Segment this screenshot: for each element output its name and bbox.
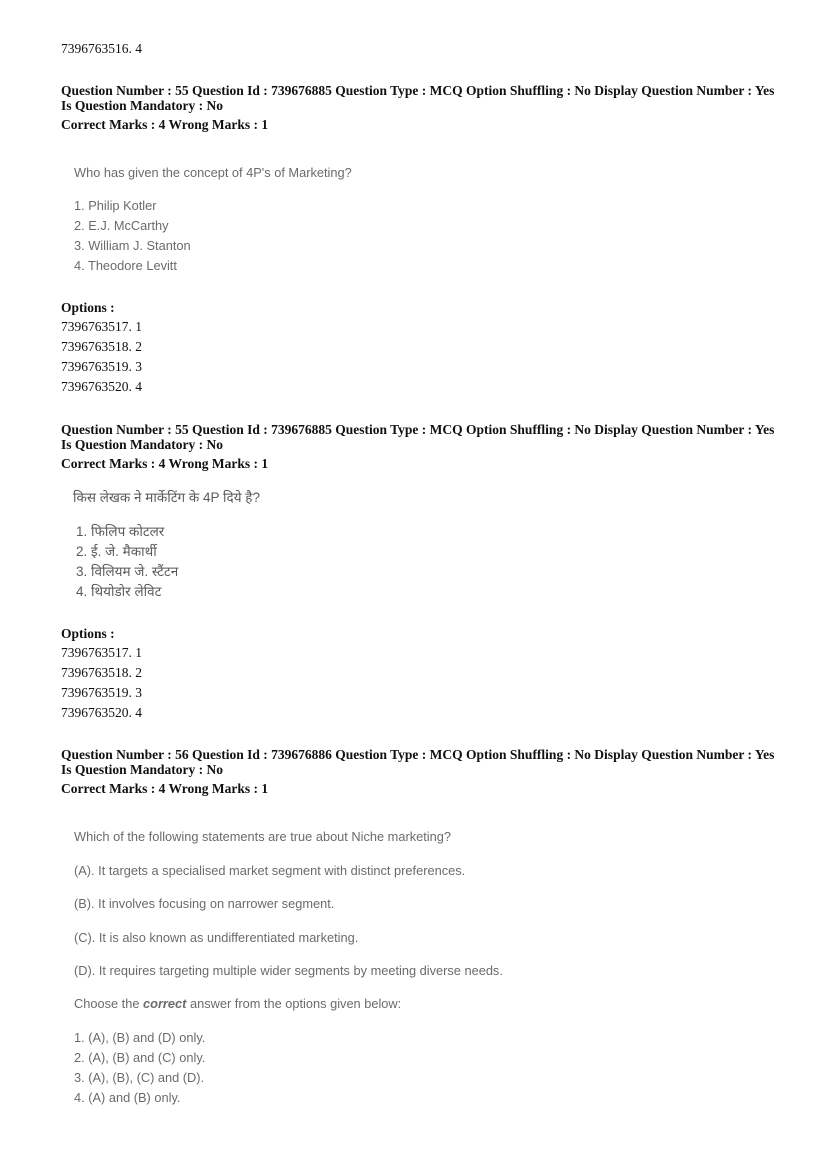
choice-item: 4. (A) and (B) only. — [74, 1090, 181, 1105]
statement-item: (A). It targets a specialised market segment with distinct preferences. — [74, 863, 466, 878]
question-meta-line: Question Number : 56 Question Id : 739676886 Question Type : MCQ Option Shuffling : No Display Question Number : Yes — [61, 747, 775, 762]
marks-line: Correct Marks : 4 Wrong Marks : 1 — [61, 781, 269, 796]
option-id: 7396763517. 1 — [61, 645, 142, 660]
statement-item: (C). It is also known as undifferentiated marketing. — [74, 930, 359, 945]
mandatory-line: Is Question Mandatory : No — [61, 762, 224, 777]
marks-line: Correct Marks : 4 Wrong Marks : 1 — [61, 117, 269, 132]
options-label: Options : — [61, 300, 115, 315]
mandatory-line: Is Question Mandatory : No — [61, 98, 224, 113]
option-id: 7396763520. 4 — [61, 705, 142, 720]
previous-option-id: 7396763516. 4 — [61, 41, 142, 56]
choice-item: 1. फिलिप कोटलर — [76, 524, 165, 539]
choice-item: 1. (A), (B) and (D) only. — [74, 1030, 206, 1045]
question-text: Which of the following statements are true about Niche marketing? — [74, 829, 451, 844]
option-id: 7396763518. 2 — [61, 665, 142, 680]
choice-item: 2. (A), (B) and (C) only. — [74, 1050, 206, 1065]
choice-item: 3. William J. Stanton — [74, 238, 191, 253]
mandatory-line: Is Question Mandatory : No — [61, 437, 224, 452]
choice-item: 2. E.J. McCarthy — [74, 218, 169, 233]
instruction-emphasis: correct — [143, 996, 187, 1011]
choice-item: 4. Theodore Levitt — [74, 258, 177, 273]
statement-item: (D). It requires targeting multiple wider segments by meeting diverse needs. — [74, 963, 503, 978]
option-id: 7396763518. 2 — [61, 339, 142, 354]
choice-item: 2. ई. जे. मैकार्थी — [76, 544, 157, 559]
question-text: Who has given the concept of 4P's of Marketing? — [74, 165, 352, 180]
option-id: 7396763519. 3 — [61, 359, 142, 374]
instruction-pre: Choose the — [74, 996, 144, 1011]
option-id: 7396763520. 4 — [61, 379, 142, 394]
choice-item: 1. Philip Kotler — [74, 198, 157, 213]
choice-item: 4. थियोडोर लेविट — [76, 584, 162, 599]
choice-item: 3. (A), (B), (C) and (D). — [74, 1070, 205, 1085]
question-text-hindi: किस लेखक ने मार्केटिंग के 4P दिये है? — [73, 490, 260, 505]
options-label: Options : — [61, 626, 115, 641]
instruction-text — [74, 996, 401, 1011]
option-id: 7396763517. 1 — [61, 319, 142, 334]
choice-item: 3. विलियम जे. स्टैंटन — [76, 564, 179, 579]
instruction-post: answer from the options given below: — [186, 996, 402, 1011]
question-meta-line: Question Number : 55 Question Id : 739676885 Question Type : MCQ Option Shuffling : No Display Question Number : Yes — [61, 422, 775, 437]
question-meta-line: Question Number : 55 Question Id : 739676885 Question Type : MCQ Option Shuffling : No Display Question Number : Yes — [61, 83, 775, 98]
marks-line: Correct Marks : 4 Wrong Marks : 1 — [61, 456, 269, 471]
option-id: 7396763519. 3 — [61, 685, 142, 700]
statement-item: (B). It involves focusing on narrower segment. — [74, 896, 335, 911]
